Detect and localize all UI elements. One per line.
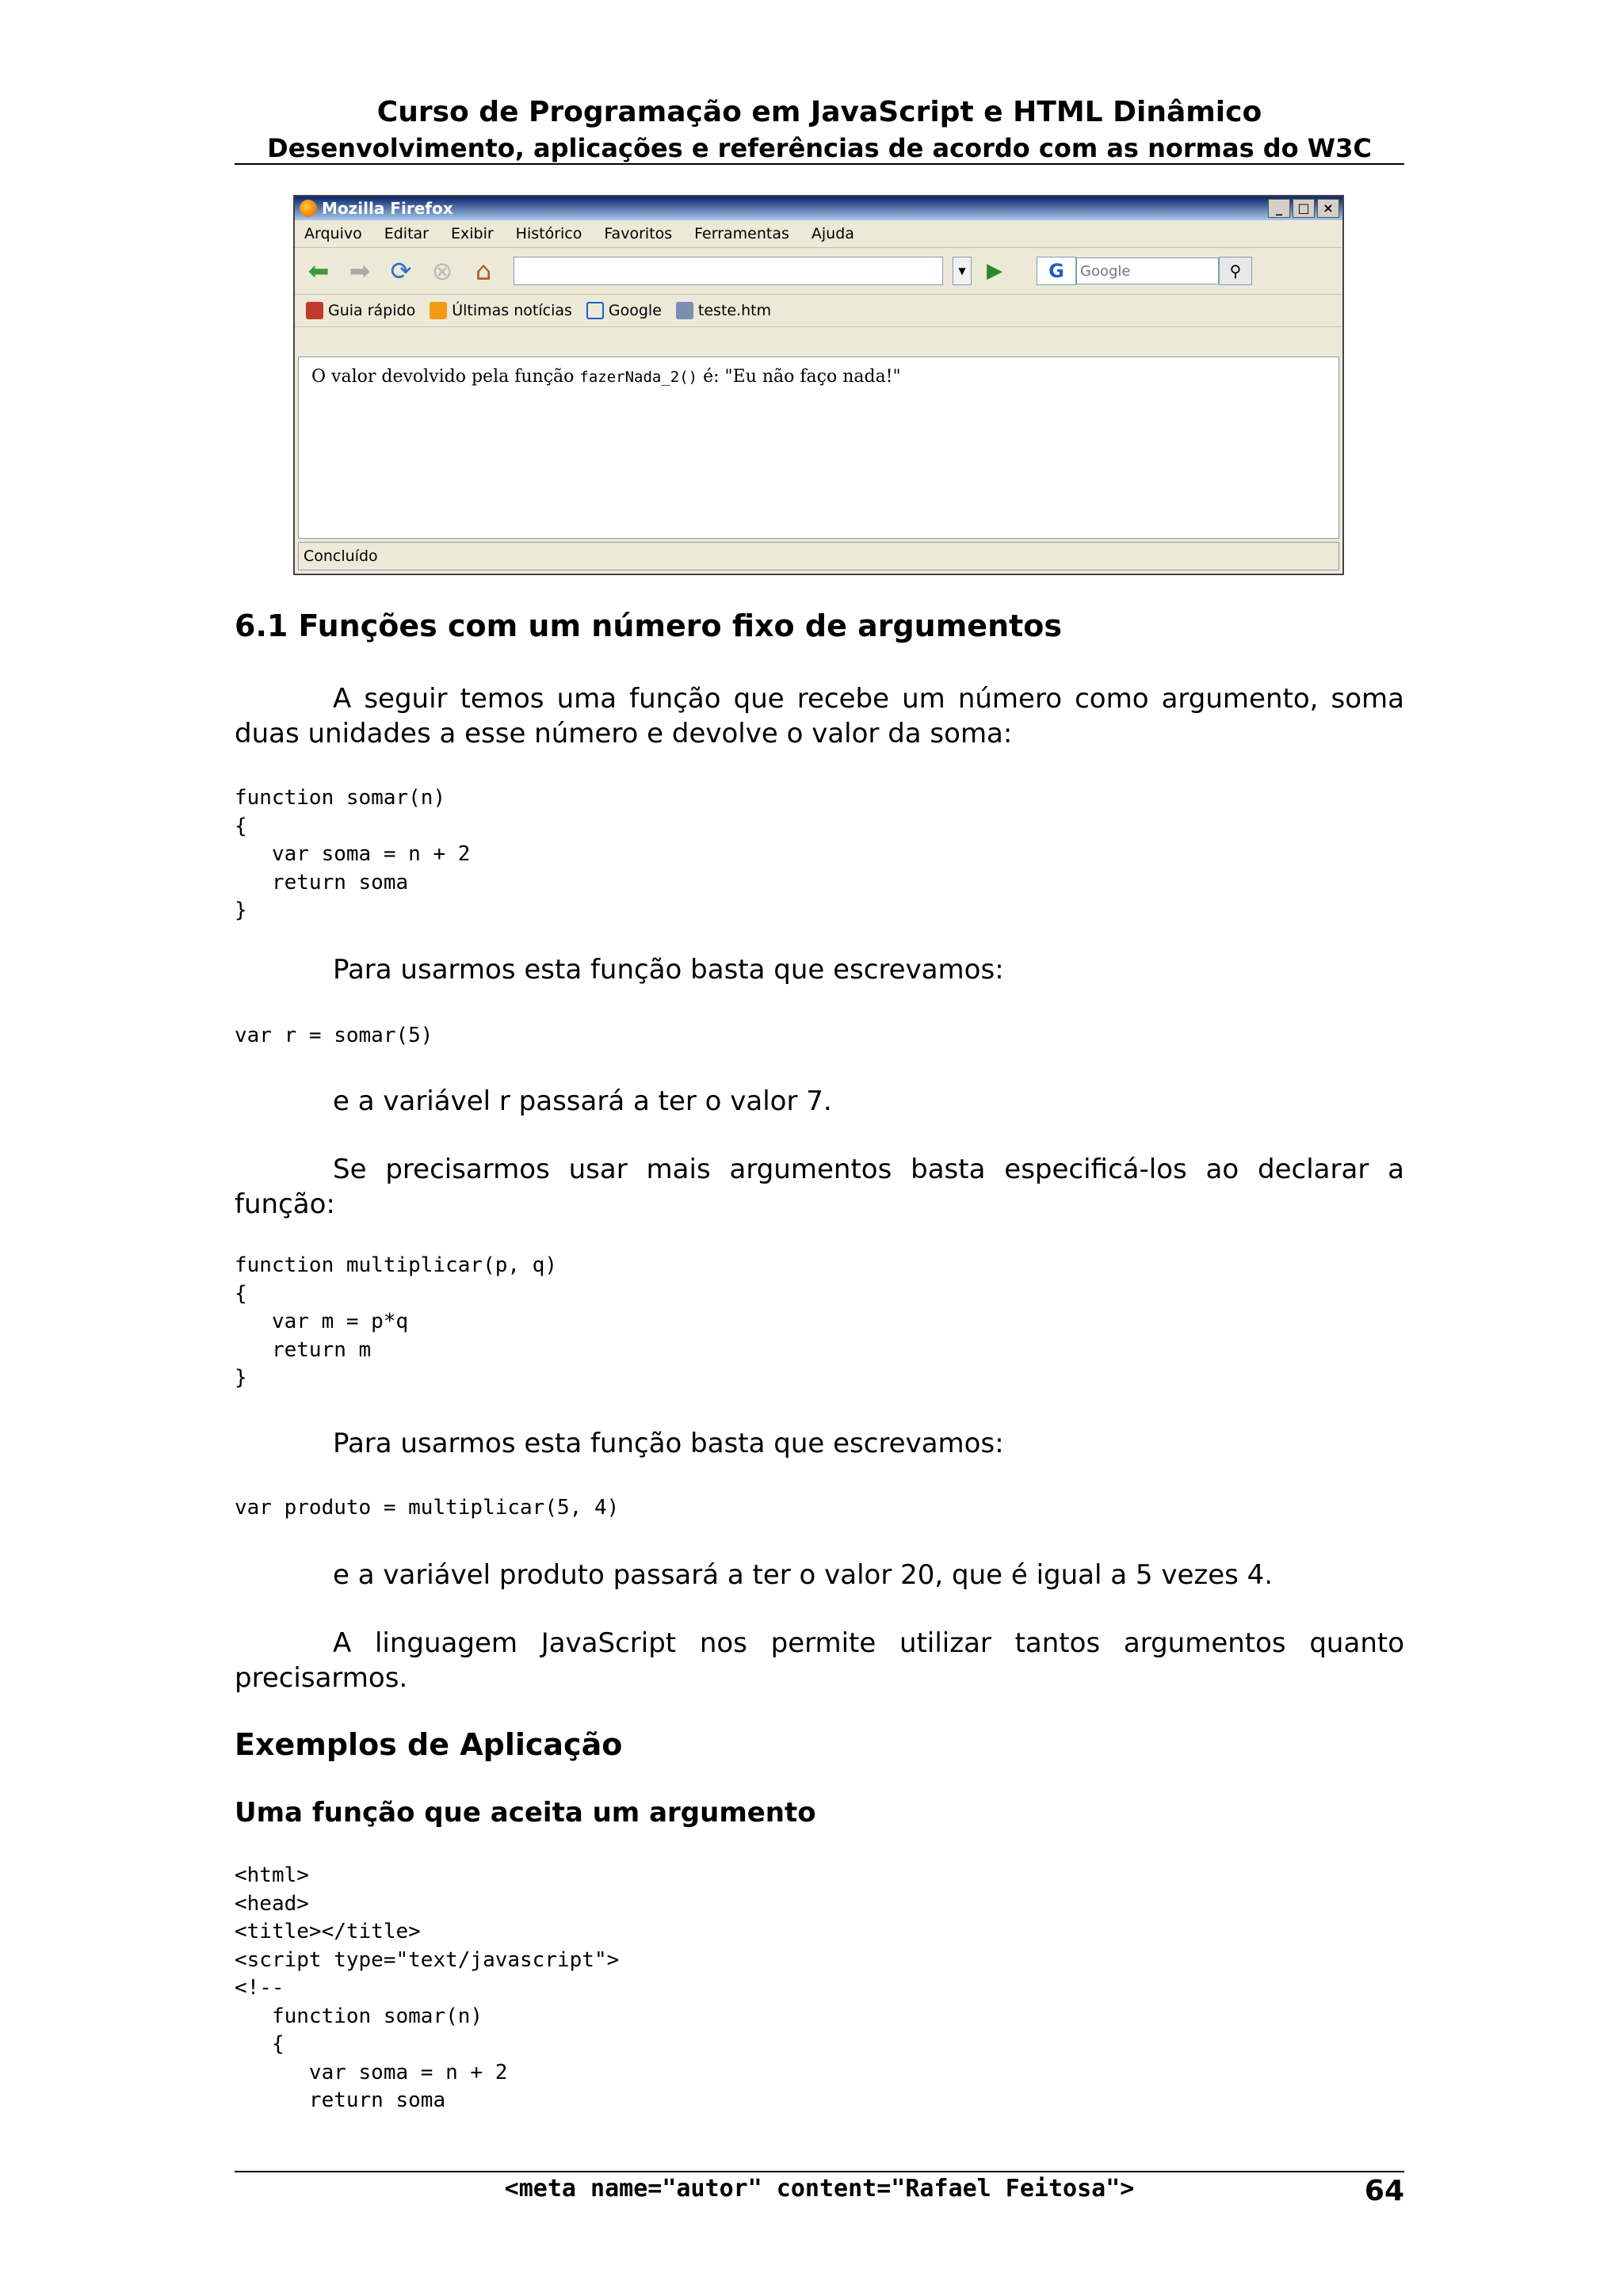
paragraph-6: e a variável produto passará a ter o valor 20, que é igual a 5 vezes 4. <box>333 1559 1274 1591</box>
menu-editar[interactable]: Editar <box>384 225 429 242</box>
page-number: 64 <box>1364 2175 1404 2207</box>
minimize-icon[interactable]: _ <box>1268 199 1290 218</box>
search-box <box>1037 257 1252 285</box>
back-arrow-icon[interactable]: ⬅ <box>307 256 330 286</box>
page-icon <box>676 302 693 319</box>
browser-content <box>298 357 1339 539</box>
menu-ferramentas[interactable]: Ferramentas <box>694 225 789 242</box>
header-subtitle: Desenvolvimento, aplicações e referências de acordo com as normas do W3C <box>267 133 1372 163</box>
code-block-somar: function somar(n) { var soma = n + 2 return soma } <box>235 786 471 922</box>
maximize-icon[interactable]: □ <box>1293 199 1315 218</box>
menu-bar <box>295 220 1342 248</box>
home-icon[interactable]: ⌂ <box>475 256 492 286</box>
code-block-html-example: <html> <head> <title></title> <script type="text/javascript"> <!-- function somar(n) { var soma = n + 2 return soma <box>235 1863 620 2112</box>
navigation-toolbar <box>295 248 1342 295</box>
code-block-multiplicar: function multiplicar(p, q) { var m = p*q return m } <box>235 1253 557 1390</box>
status-text: Concluído <box>304 547 378 565</box>
paragraph-1: A seguir temos uma função que recebe um número como argumento, soma duas unidades a esse número e devolve o valor da soma: <box>235 683 1404 749</box>
paragraph-7: A linguagem JavaScript nos permite utilizar tantos argumentos quanto precisarmos. <box>235 1627 1404 1694</box>
page-footer <box>235 2175 1404 2210</box>
paragraph-3: e a variável r passará a ter o valor 7. <box>333 1085 832 1117</box>
footer-rule <box>235 2171 1404 2172</box>
url-input[interactable] <box>514 257 943 285</box>
heading-subexample: Uma função que aceita um argumento <box>235 1797 816 1829</box>
status-bar <box>298 542 1339 570</box>
forward-arrow-icon[interactable]: ➡ <box>349 256 371 286</box>
content-text-post: é: "Eu não faço nada!" <box>697 367 901 387</box>
heading-examples: Exemplos de Aplicação <box>235 1727 623 1762</box>
bookmark-teste[interactable]: teste.htm <box>676 302 771 319</box>
bookmarks-toolbar <box>295 295 1342 327</box>
paragraph-4: Se precisarmos usar mais argumentos basta especificá-los ao declarar a função: <box>235 1154 1404 1220</box>
menu-exibir[interactable]: Exibir <box>450 225 494 242</box>
close-icon[interactable]: × <box>1317 199 1339 218</box>
reload-icon[interactable]: ⟳ <box>390 256 412 286</box>
window-title: Mozilla Firefox <box>322 199 453 218</box>
code-block-multiplicar-call: var produto = multiplicar(5, 4) <box>235 1496 620 1520</box>
menu-historico[interactable]: Histórico <box>515 225 582 242</box>
window-titlebar <box>295 196 1342 220</box>
bookmark-guia-rapido[interactable]: Guia rápido <box>306 302 415 319</box>
header-rule <box>235 163 1404 165</box>
google-engine-icon[interactable]: G <box>1037 257 1076 285</box>
guide-icon <box>306 302 323 319</box>
firefox-window-screenshot <box>293 195 1344 575</box>
content-code: fazerNada_2() <box>579 368 698 386</box>
search-icon[interactable]: ⚲ <box>1219 257 1252 285</box>
footer-meta: <meta name="autor" content="Rafael Feitosa"> <box>504 2175 1135 2203</box>
url-dropdown-icon[interactable]: ▼ <box>953 257 972 285</box>
paragraph-5: Para usarmos esta função basta que escrevamos: <box>333 1428 1004 1459</box>
bookmark-google[interactable]: Google <box>586 302 662 319</box>
paragraph-2: Para usarmos esta função basta que escrevamos: <box>333 954 1004 986</box>
header-title: Curso de Programação em JavaScript e HTML Dinâmico <box>376 96 1262 128</box>
window-controls <box>1268 199 1339 218</box>
google-icon <box>586 302 604 319</box>
code-block-somar-call: var r = somar(5) <box>235 1024 433 1047</box>
menu-favoritos[interactable]: Favoritos <box>604 225 673 242</box>
page-header <box>235 93 1404 165</box>
section-title: 6.1 Funções com um número fixo de argumentos <box>235 608 1063 643</box>
go-icon[interactable]: ▶ <box>987 259 1002 283</box>
content-text-pre: O valor devolvido pela função <box>311 367 580 387</box>
firefox-icon <box>300 200 317 217</box>
menu-ajuda[interactable]: Ajuda <box>811 225 854 242</box>
rss-icon <box>430 302 447 319</box>
stop-icon[interactable]: ⊗ <box>431 256 453 286</box>
menu-arquivo[interactable]: Arquivo <box>304 225 362 242</box>
search-input[interactable]: Google <box>1076 257 1219 284</box>
bookmark-ultimas-noticias[interactable]: Últimas notícias <box>430 302 572 319</box>
